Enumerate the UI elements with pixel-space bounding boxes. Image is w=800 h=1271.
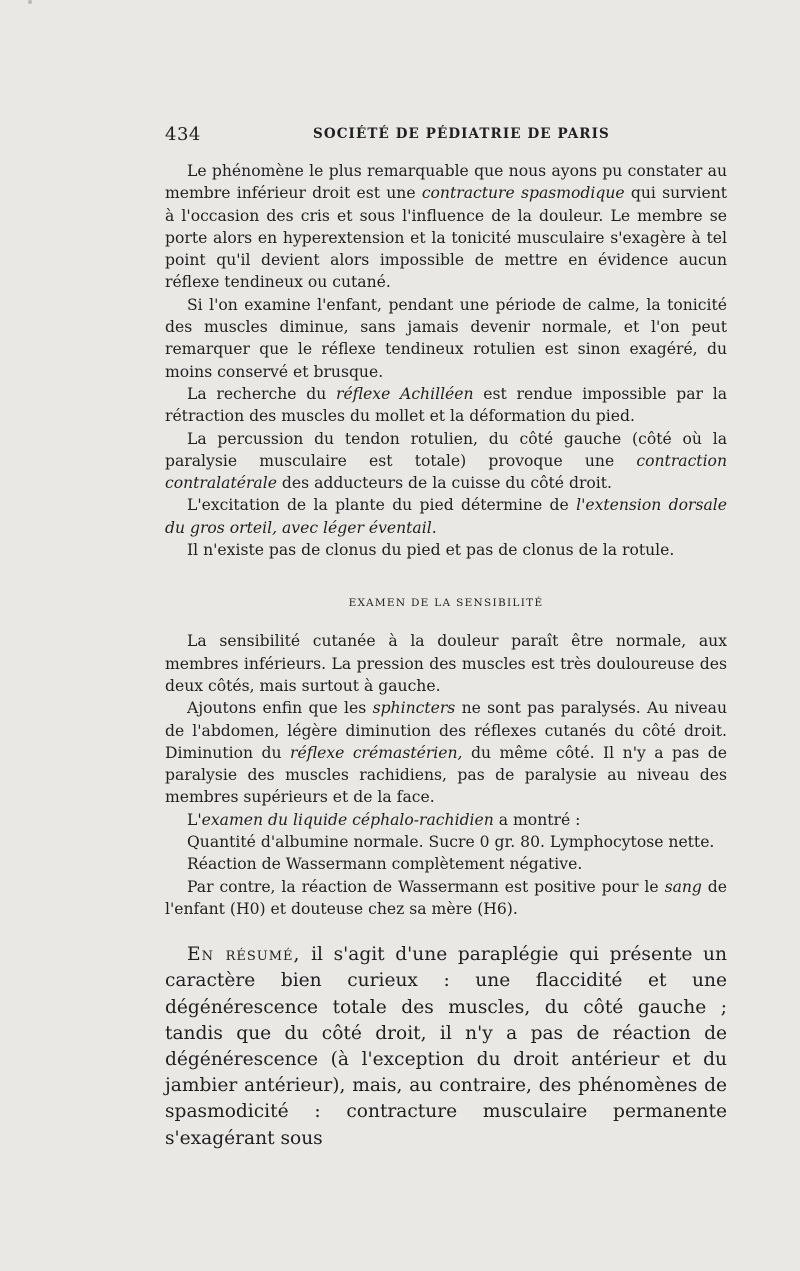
journal-title: SOCIÉTÉ DE PÉDIATRIE DE PARIS bbox=[313, 126, 610, 142]
paragraph-sensibility: La sensibilité cutanée à la douleur paraît être normale, aux membres inférieurs. La pression des muscles est très douloureuse des deux côtés, mais surtout à gauche. bbox=[165, 632, 727, 695]
italic-term: contracture spasmodique bbox=[421, 184, 625, 203]
summary-text: il s'agit d'une paraplégie qui présente un caractère bien curieux : une flaccidité et une dégénérescence totale des muscles, du côté gauche ; tandis que du côté droit, il n'y a pas de réaction de dégénérescence (à l'exception du droit antérieur et du jambier antérieur), mais, au contraire, des phénomènes de spasmodicité : contracture musculaire permanente s'exagérant sous bbox=[165, 944, 727, 1149]
paragraph-albumin: Quantité d'albumine normale. Sucre 0 gr. 80. Lymphocytose nette. bbox=[187, 833, 715, 852]
scan-speck bbox=[28, 0, 32, 4]
text-run: La percussion du tendon rotulien, du côté gauche (côté où la paralysie musculaire est totale) provoque une bbox=[165, 429, 727, 470]
paragraph-summary bbox=[165, 942, 727, 1152]
text-run: ne sont pas paralysés. Au niveau de l'abdomen, légère diminution des réflexes cutanés du côté droit. Diminution du bbox=[165, 699, 727, 762]
paragraph-sphincters bbox=[165, 697, 727, 808]
summary-block bbox=[165, 942, 727, 1152]
italic-term: l'extension dorsale du gros orteil, avec léger éventail. bbox=[165, 496, 727, 537]
paragraph-patellar-percussion bbox=[165, 428, 727, 495]
text-run: Ajoutons enfin que les bbox=[187, 699, 373, 718]
text-run: est rendue impossible par la rétraction des muscles du mollet et la déformation du pied. bbox=[165, 384, 727, 426]
paragraph-wassermann-negative: Réaction de Wassermann complètement négative. bbox=[187, 855, 583, 874]
text-run: L' bbox=[187, 810, 202, 829]
text-run: du même côté. Il n'y a pas de paralysie des muscles rachidiens, pas de paralysie au niveau des membres supérieurs et de la face. bbox=[165, 743, 727, 807]
italic-term: sang bbox=[664, 877, 702, 896]
paragraph-plantar-excitation bbox=[165, 494, 727, 539]
section-heading: EXAMEN DE LA SENSIBILITÉ bbox=[348, 597, 544, 610]
paragraph-wassermann-positive bbox=[165, 876, 727, 921]
text-run: de l'enfant (H0) et douteuse chez sa mère (H6). bbox=[165, 877, 727, 918]
paragraph-clonus: Il n'existe pas de clonus du pied et pas de clonus de la rotule. bbox=[187, 541, 675, 560]
italic-term: réflexe crémastérien, bbox=[290, 743, 463, 762]
paragraph-achilles-reflex bbox=[165, 383, 727, 428]
text-run: a montré : bbox=[493, 810, 581, 829]
italic-term: contraction contralatérale bbox=[165, 451, 727, 493]
italic-term: sphincters bbox=[372, 699, 456, 718]
text-run: La recherche du bbox=[187, 384, 336, 403]
running-head bbox=[165, 124, 727, 146]
paragraph-csf-exam bbox=[165, 809, 727, 831]
paragraph-contracture bbox=[165, 160, 727, 294]
summary-lead: En résumé, bbox=[187, 944, 301, 966]
text-run: L'excitation de la plante du pied détermine de bbox=[187, 496, 577, 515]
text-run: Le phénomène le plus remarquable que nous ayons pu constater au membre inférieur droit est une bbox=[165, 162, 727, 203]
text-run: des adducteurs de la cuisse du côté droit. bbox=[276, 474, 613, 493]
italic-term: réflexe Achilléen bbox=[336, 384, 474, 403]
italic-term: examen du liquide céphalo-rachidien bbox=[201, 810, 494, 829]
text-run: qui survient à l'occasion des cris et sous l'influence de la douleur. Le membre se porte alors en hyperextension et la tonicité musculaire s'exagère à tel point qu'il devient alors impossible de mettre en évidence aucun réflexe tendineux ou cutané. bbox=[165, 184, 728, 292]
text-run: Par contre, la réaction de Wassermann est positive pour le bbox=[187, 877, 665, 896]
article-body bbox=[165, 160, 727, 1152]
paragraph-tonicity: Si l'on examine l'enfant, pendant une période de calme, la tonicité des muscles diminue, sans jamais devenir normale, et l'on peut remarquer que le réflexe tendineux rotulien est sinon exagéré, du moins conservé et brusque. bbox=[165, 295, 727, 381]
page-number: 434 bbox=[165, 124, 201, 145]
